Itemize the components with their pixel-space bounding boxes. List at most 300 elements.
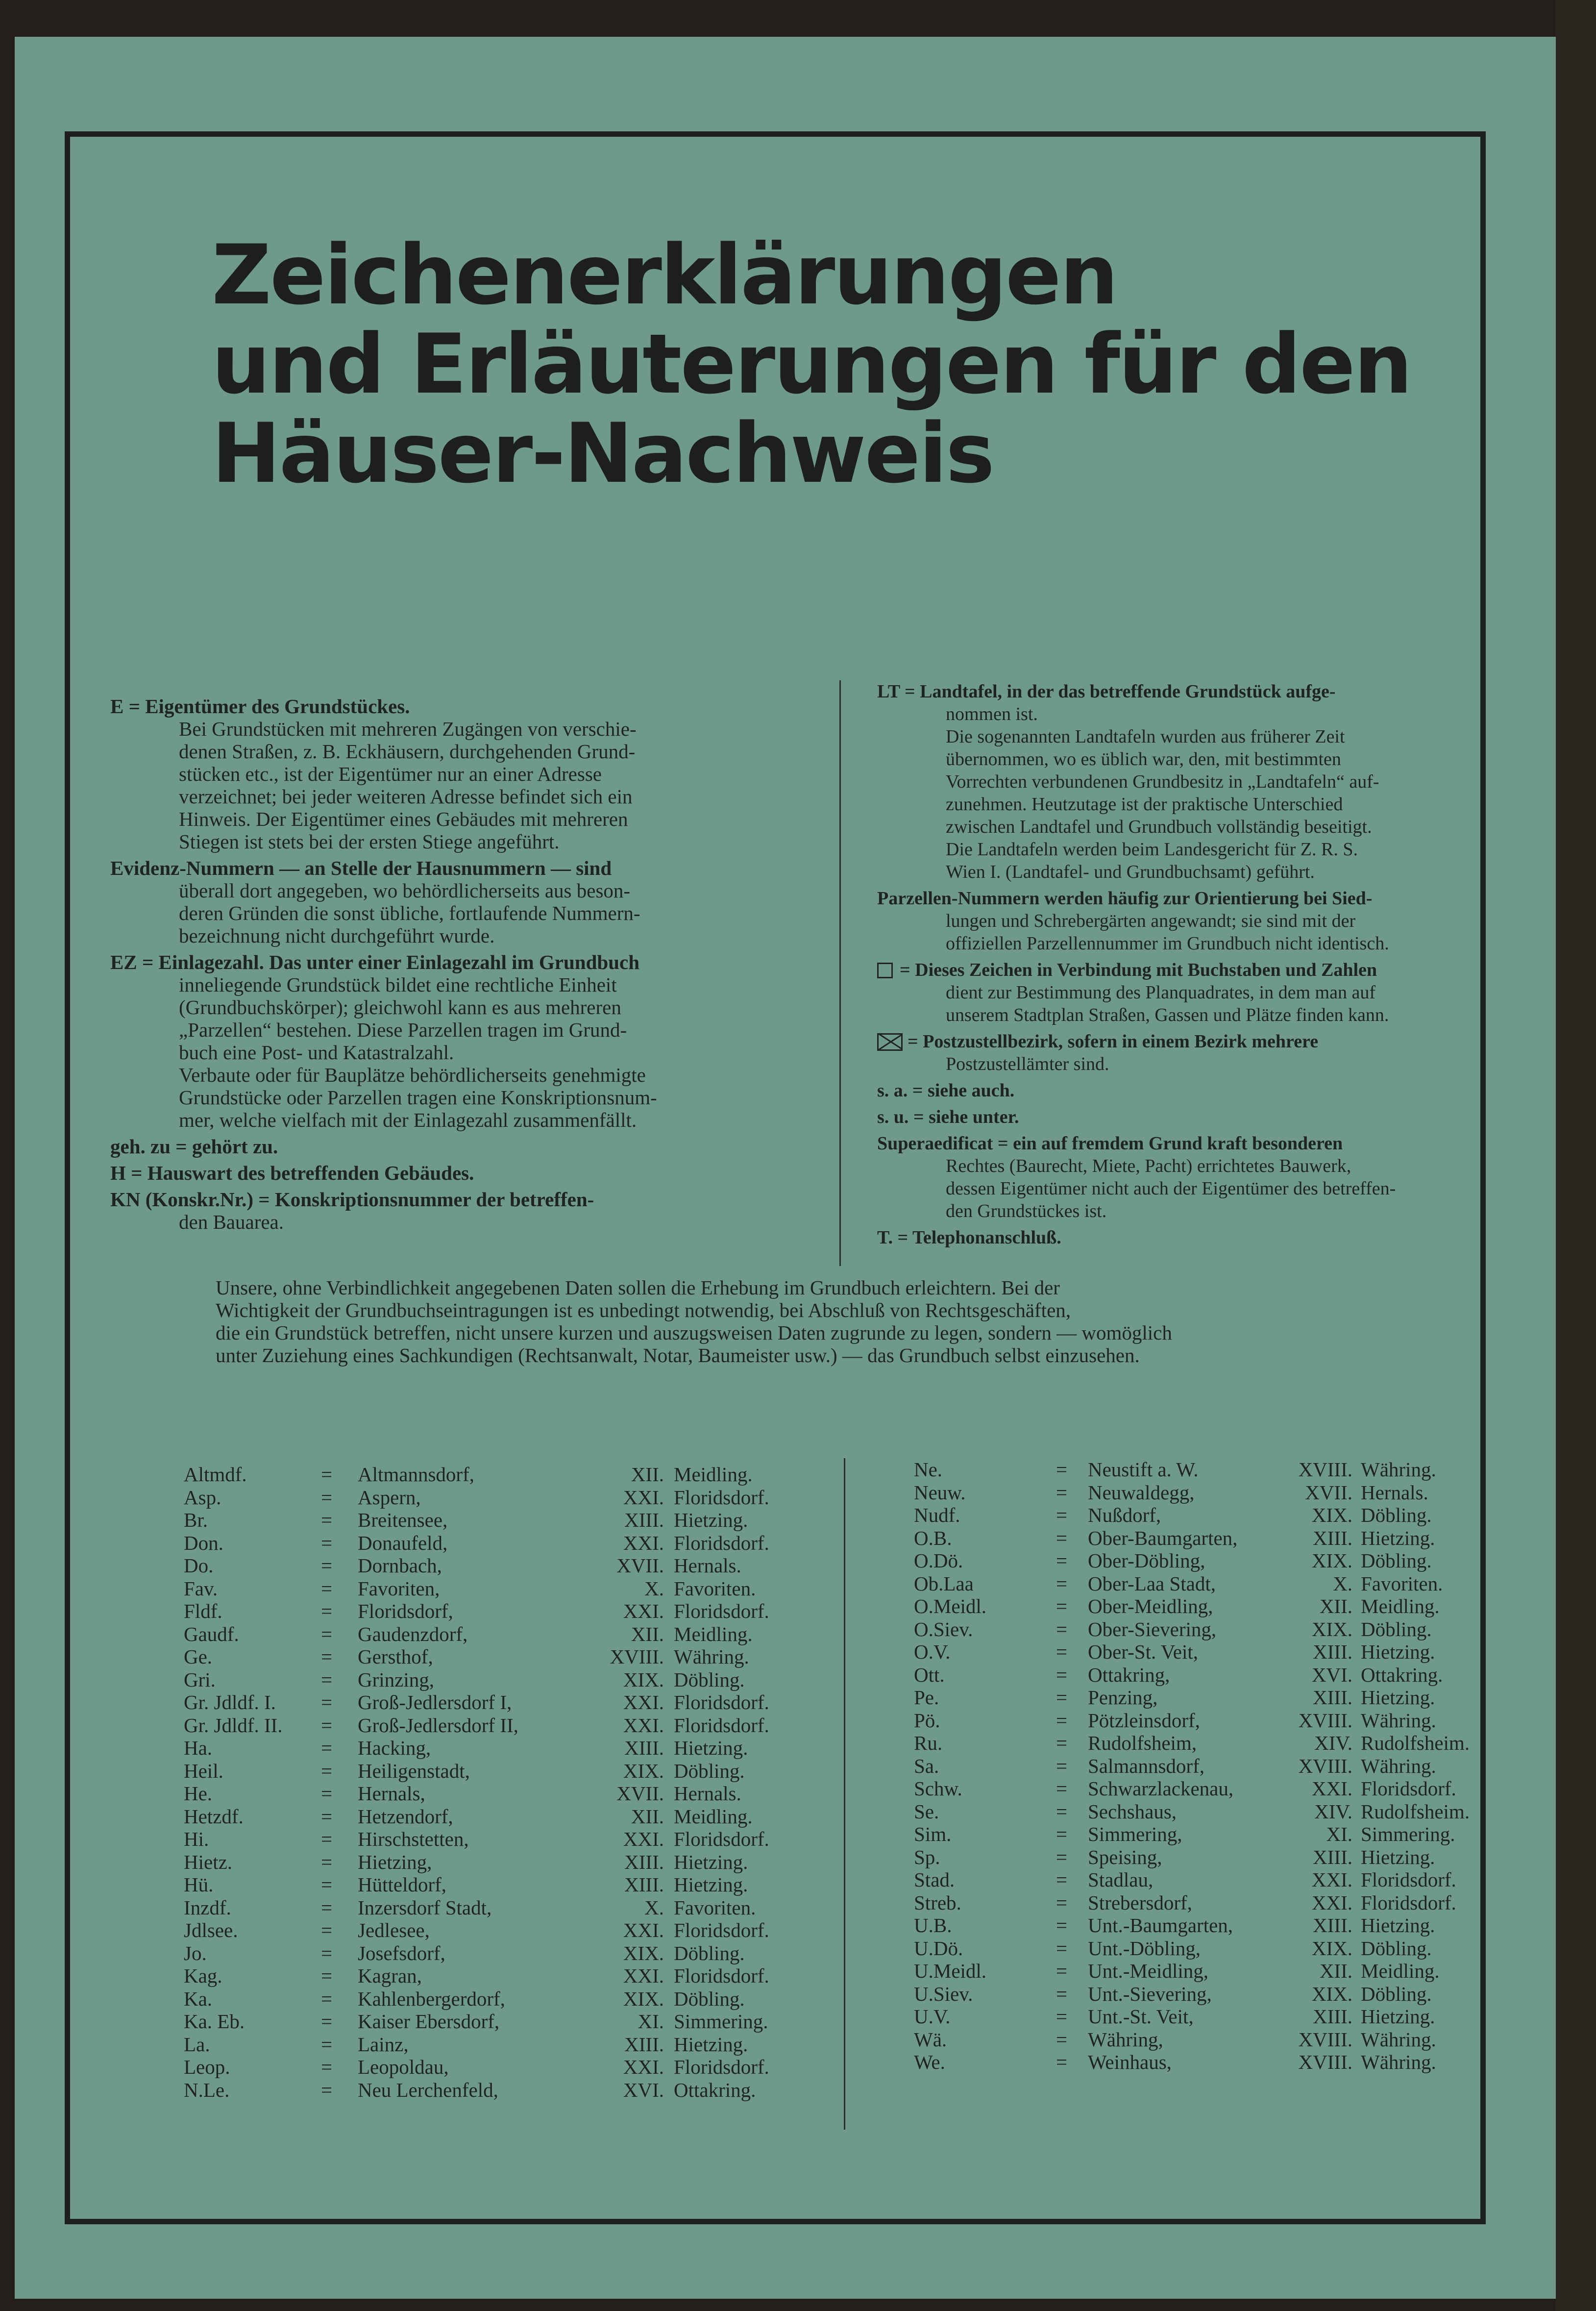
equals-sign: = — [1056, 1777, 1068, 1800]
district-name: Döbling. — [1361, 1504, 1432, 1526]
abbreviation-row — [184, 1463, 796, 1486]
abbreviation: U.Dö. — [914, 1937, 963, 1960]
legend-entry-line — [110, 879, 804, 902]
legend-entry-text: stücken etc., ist der Eigentümer nur an einer Adresse — [179, 763, 602, 785]
abbreviation: Altmdf. — [184, 1463, 247, 1486]
legend-entry-text: deren Gründen die sonst übliche, fortlaufende Nummern- — [179, 902, 640, 924]
equals-sign: = — [1056, 1709, 1068, 1732]
legend-entry — [877, 1030, 1539, 1075]
legend-entry-line — [877, 680, 1539, 703]
locality-name: Inzersdorf Stadt, — [358, 1896, 492, 1919]
equals-sign: = — [321, 1714, 333, 1737]
legend-entry-text: Postzustellämter sind. — [946, 1054, 1109, 1075]
district-number: XXI. — [1311, 1868, 1352, 1891]
locality-name: Speising, — [1088, 1845, 1162, 1868]
abbreviation: Br. — [184, 1509, 208, 1531]
equals-sign: = — [321, 1509, 333, 1531]
district-name: Simmering. — [1361, 1823, 1455, 1845]
legend-entry-line — [877, 1200, 1539, 1222]
legend-entry-text: Grundstücke oder Parzellen tragen eine Konskriptionsnum- — [179, 1086, 657, 1109]
locality-name: Pötzleinsdorf, — [1088, 1709, 1200, 1732]
locality-name: Kaiser Ebersdorf, — [358, 2010, 500, 2033]
district-number: XVII. — [1305, 1481, 1352, 1504]
abbreviation-row — [184, 1577, 796, 1600]
locality-name: Unt.-St. Veit, — [1088, 2005, 1194, 2028]
abbreviation-row — [914, 1891, 1502, 1914]
legend-entry-line — [110, 808, 804, 830]
abbreviation-row — [914, 1755, 1502, 1778]
district-name: Ottakring. — [1361, 1663, 1443, 1686]
abbreviation-row — [184, 1919, 796, 1942]
abbreviation-row — [914, 2028, 1502, 2051]
legend-entry-text: zwischen Landtafel und Grundbuch vollständig beseitigt. — [946, 817, 1372, 837]
abbreviation: La. — [184, 2033, 210, 2056]
disclaimer-line: die ein Grundstück betreffen, nicht unsere kurzen und auszugsweisen Daten zugrunde zu legen, sondern — womöglich — [216, 1321, 1172, 1344]
legend-entry-text: LT = Landtafel, in der das betreffende Grundstück aufge- — [877, 681, 1336, 702]
legend-entry-line — [110, 1019, 804, 1041]
district-number: XXI. — [623, 1600, 664, 1622]
district-name: Hernals. — [674, 1554, 741, 1577]
district-name: Favoriten. — [1361, 1572, 1443, 1595]
district-number: XII. — [1319, 1595, 1352, 1617]
district-name: Simmering. — [674, 2010, 768, 2033]
equals-sign: = — [1056, 1732, 1068, 1754]
legend-entry — [110, 951, 804, 1131]
legend-entry-text: „Parzellen“ bestehen. Diese Parzellen tragen im Grund- — [179, 1019, 627, 1041]
district-name: Meidling. — [674, 1805, 753, 1828]
abbreviation-row — [184, 1873, 796, 1896]
district-number: XXI. — [623, 1531, 664, 1554]
district-name: Floridsdorf. — [1361, 1777, 1456, 1800]
equals-sign: = — [1056, 1663, 1068, 1686]
district-number: XXI. — [623, 1964, 664, 1987]
district-name: Ottakring. — [674, 2078, 756, 2101]
district-name: Döbling. — [1361, 1982, 1432, 2005]
abbreviation: Se. — [914, 1800, 939, 1823]
district-abbreviations-right — [914, 1458, 1502, 2074]
abbreviation-row — [914, 1664, 1502, 1687]
legend-entry-text: den Grundstückes ist. — [946, 1201, 1107, 1222]
abbreviation-row — [914, 1914, 1502, 1937]
legend-entry-line — [877, 910, 1539, 932]
locality-name: Unt.-Meidling, — [1088, 1960, 1208, 1982]
abbreviation-row — [184, 1988, 796, 2011]
abbreviation-row — [184, 1645, 796, 1668]
district-number: XIII. — [1313, 1526, 1352, 1549]
district-name: Floridsdorf. — [674, 1486, 769, 1509]
district-name: Hietzing. — [1361, 1686, 1435, 1709]
legend-entry-line — [877, 1155, 1539, 1177]
abbreviation: He. — [184, 1782, 213, 1805]
equals-sign: = — [321, 2033, 333, 2056]
legend-entry-line — [877, 816, 1539, 838]
equals-sign: = — [321, 1463, 333, 1486]
legend-entry-text: nommen ist. — [946, 704, 1038, 724]
legend-entry-line — [877, 703, 1539, 725]
abbreviation: Ka. — [184, 1987, 213, 2010]
legend-entry — [877, 1226, 1539, 1249]
book-spine — [1556, 0, 1596, 2311]
locality-name: Hirschstetten, — [358, 1828, 469, 1850]
abbreviation-row — [914, 1846, 1502, 1869]
district-number: XVIII. — [1298, 2051, 1352, 2073]
equals-sign: = — [1056, 1914, 1068, 1937]
equals-sign: = — [321, 1737, 333, 1759]
locality-name: Heiligenstadt, — [358, 1759, 470, 1782]
abbreviation: Jdlsee. — [184, 1919, 238, 1941]
abbreviation: Ha. — [184, 1737, 213, 1759]
legend-entry-text: mer, welche vielfach mit der Einlagezahl zusammenfällt. — [179, 1109, 637, 1131]
abbreviation-row — [184, 1691, 796, 1714]
district-name: Floridsdorf. — [674, 1828, 769, 1850]
equals-sign: = — [321, 2010, 333, 2033]
title-line: Häuser-Nachweis — [212, 405, 993, 501]
district-number: XIX. — [623, 1941, 664, 1964]
abbreviation-row — [184, 1554, 796, 1577]
abbreviation: Leop. — [184, 2056, 230, 2078]
locality-name: Dornbach, — [358, 1554, 442, 1577]
locality-name: Aspern, — [358, 1486, 421, 1509]
equals-sign: = — [1056, 1686, 1068, 1709]
legend-entry-line — [110, 1086, 804, 1109]
district-name: Hietzing. — [674, 2033, 748, 2056]
district-name: Währing. — [674, 1645, 749, 1668]
locality-name: Ober-Baumgarten, — [1088, 1526, 1238, 1549]
district-number: XXI. — [623, 1486, 664, 1509]
abbreviation: Jo. — [184, 1941, 207, 1964]
legend-entry-line — [110, 924, 804, 947]
district-number: XIII. — [1313, 1640, 1352, 1663]
abbreviation-row — [184, 1805, 796, 1828]
district-number: XVIII. — [1298, 2028, 1352, 2051]
equals-sign: = — [1056, 1458, 1068, 1481]
locality-name: Simmering, — [1088, 1823, 1182, 1845]
district-name: Rudolfsheim. — [1361, 1732, 1470, 1754]
locality-name: Nußdorf, — [1088, 1504, 1161, 1526]
district-number: XVII. — [616, 1782, 664, 1805]
abbreviation-row — [184, 1509, 796, 1532]
abbreviation: Kag. — [184, 1964, 222, 1987]
abbreviation-row — [184, 1896, 796, 1919]
abbreviation-row — [184, 2079, 796, 2102]
legend-entry-text: KN (Konskr.Nr.) = Konskriptionsnummer der betreffen- — [110, 1188, 594, 1211]
abbreviation: Neuw. — [914, 1481, 966, 1504]
abbreviation-row — [914, 1983, 1502, 2006]
equals-sign: = — [1056, 1823, 1068, 1845]
locality-name: Kagran, — [358, 1964, 422, 1987]
district-name: Döbling. — [674, 1668, 745, 1691]
abbreviation: Gaudf. — [184, 1622, 239, 1645]
legend-entry — [110, 857, 804, 947]
district-name: Floridsdorf. — [1361, 1868, 1456, 1891]
locality-name: Hetzendorf, — [358, 1805, 453, 1828]
legend-entry-line — [877, 748, 1539, 770]
district-number: XVIII. — [1298, 1709, 1352, 1732]
legend-entry-text: zunehmen. Heutzutage ist der praktische Unterschied — [946, 794, 1343, 815]
locality-name: Rudolfsheim, — [1088, 1732, 1197, 1754]
locality-name: Weinhaus, — [1088, 2051, 1172, 2073]
district-number: XIII. — [1313, 1845, 1352, 1868]
district-number: XIX. — [1311, 1937, 1352, 1960]
legend-entry-line — [877, 887, 1539, 910]
legend-entry-text: den Bauarea. — [179, 1211, 284, 1233]
equals-sign: = — [321, 1622, 333, 1645]
abbreviation: Sim. — [914, 1823, 952, 1845]
abbreviation: Ott. — [914, 1663, 945, 1686]
district-name: Hernals. — [674, 1782, 741, 1805]
legend-entry-text: Parzellen-Nummern werden häufig zur Orientierung bei Sied- — [877, 888, 1373, 909]
post-district-icon — [877, 1033, 903, 1051]
equals-sign: = — [1056, 1549, 1068, 1572]
legend-entry-line — [110, 1162, 804, 1184]
district-number: XIII. — [624, 1850, 664, 1873]
abbreviation-row — [914, 1595, 1502, 1618]
district-name: Floridsdorf. — [674, 1964, 769, 1987]
district-number: XII. — [631, 1622, 664, 1645]
legend-entry-line — [877, 1226, 1539, 1249]
abbreviation: Pe. — [914, 1686, 939, 1709]
abbreviation-row — [914, 1777, 1502, 1800]
abbreviation: Sp. — [914, 1845, 940, 1868]
equals-sign: = — [1056, 1595, 1068, 1617]
title-line: Zeichenerklärungen — [212, 227, 1117, 323]
legend-entry — [110, 695, 804, 853]
district-number: XXI. — [623, 1919, 664, 1941]
abbreviation-row — [914, 2005, 1502, 2028]
district-number: XII. — [631, 1463, 664, 1486]
abbreviation: N.Le. — [184, 2078, 230, 2101]
legend-entry-line — [110, 951, 804, 973]
equals-sign: = — [321, 1645, 333, 1668]
locality-name: Gaudenzdorf, — [358, 1622, 468, 1645]
abbreviation: O.Meidl. — [914, 1595, 987, 1617]
district-name: Währing. — [1361, 2028, 1436, 2051]
legend-entry-line — [110, 1041, 804, 1064]
district-number: XIII. — [624, 1873, 664, 1896]
district-number: X. — [644, 1577, 664, 1600]
legend-entry-text: s. u. = siehe unter. — [877, 1107, 1019, 1128]
equals-sign: = — [1056, 1754, 1068, 1777]
equals-sign: = — [1056, 1891, 1068, 1914]
equals-sign: = — [1056, 2005, 1068, 2028]
abbreviation: Ru. — [914, 1732, 943, 1754]
legend-entry-line — [877, 861, 1539, 883]
district-number: XIII. — [624, 1509, 664, 1531]
equals-sign: = — [1056, 1481, 1068, 1504]
abbreviation-row — [184, 1600, 796, 1623]
legend-entry-line — [110, 973, 804, 996]
district-name: Döbling. — [674, 1987, 745, 2010]
district-name: Döbling. — [674, 1759, 745, 1782]
abbreviation: Schw. — [914, 1777, 962, 1800]
abbreviation: Pö. — [914, 1709, 940, 1732]
locality-name: Gersthof, — [358, 1645, 433, 1668]
legend-entry — [877, 887, 1539, 955]
abbreviation: Nudf. — [914, 1504, 960, 1526]
abbreviation-row — [914, 1937, 1502, 1960]
legend-entry — [877, 1079, 1539, 1102]
locality-name: Hietzing, — [358, 1850, 432, 1873]
legend-entry — [110, 1135, 804, 1158]
legend-entry — [877, 959, 1539, 1026]
legend-entry-text: s. a. = siehe auch. — [877, 1080, 1015, 1101]
district-name: Favoriten. — [674, 1896, 756, 1919]
abbreviation-row — [184, 2056, 796, 2079]
locality-name: Unt.-Sievering, — [1088, 1982, 1212, 2005]
district-number: XXI. — [623, 1714, 664, 1737]
legend-entry-line — [877, 981, 1539, 1004]
title-line: und Erläuterungen für den — [212, 316, 1411, 412]
abbreviation-row — [914, 1458, 1502, 1481]
locality-name: Favoriten, — [358, 1577, 440, 1600]
equals-sign: = — [1056, 1640, 1068, 1663]
legend-entry-line — [110, 695, 804, 718]
abbreviation-row — [914, 1960, 1502, 1983]
district-name: Floridsdorf. — [674, 1919, 769, 1941]
equals-sign: = — [321, 1964, 333, 1987]
abbreviation: Gr. Jdldf. I. — [184, 1691, 276, 1714]
legend-entry-text: Stiegen ist stets bei der ersten Stiege angeführt. — [179, 830, 560, 853]
legend-entry-line — [877, 959, 1539, 981]
legend-entry-line — [877, 1106, 1539, 1128]
district-number: XIX. — [623, 1759, 664, 1782]
equals-sign: = — [1056, 1617, 1068, 1640]
column-divider — [844, 1458, 845, 2130]
legend-entry-line — [110, 1188, 804, 1211]
locality-name: Groß-Jedlersdorf I, — [358, 1691, 512, 1714]
abbreviation-row — [914, 2051, 1502, 2074]
district-number: XVIII. — [1298, 1458, 1352, 1481]
district-number: XIII. — [1313, 1686, 1352, 1709]
grid-square-icon — [877, 963, 893, 978]
locality-name: Ober-Laa Stadt, — [1088, 1572, 1216, 1595]
abbreviation: O.Dö. — [914, 1549, 963, 1572]
abbreviation: We. — [914, 2051, 945, 2073]
district-number: XIX. — [1311, 1504, 1352, 1526]
district-name: Hietzing. — [674, 1873, 748, 1896]
legend-entry-text: inneliegende Grundstück bildet eine rechtliche Einheit — [179, 973, 617, 996]
page-title — [212, 227, 1486, 501]
legend-entry-text: dessen Eigentümer nicht auch der Eigentümer des betreffen- — [946, 1178, 1396, 1199]
locality-name: Floridsdorf, — [358, 1600, 453, 1622]
legend-entry-text: E = Eigentümer des Grundstückes. — [110, 695, 410, 718]
locality-name: Unt.-Baumgarten, — [1088, 1914, 1233, 1937]
abbreviation: Hi. — [184, 1828, 209, 1850]
district-number: XII. — [1319, 1960, 1352, 1982]
district-number: XXI. — [623, 1691, 664, 1714]
legend-entry-line — [110, 902, 804, 924]
locality-name: Lainz, — [358, 2033, 409, 2056]
legend-entry-text: Die Landtafeln werden beim Landesgericht für Z. R. S. — [946, 839, 1358, 860]
district-name: Hietzing. — [1361, 1640, 1435, 1663]
legend-entry-line — [110, 718, 804, 740]
legend-entry-text: überall dort angegeben, wo behördlicherseits aus beson- — [179, 879, 631, 902]
legend-entry — [877, 680, 1539, 883]
equals-sign: = — [1056, 1800, 1068, 1823]
legend-entry-text: bezeichnung nicht durchgeführt wurde. — [179, 924, 495, 947]
legend-entry-text: Vorrechten verbundenen Grundbesitz in „Landtafeln“ auf- — [946, 771, 1379, 792]
district-name: Hietzing. — [1361, 1914, 1435, 1937]
legend-entry-text: Hinweis. Der Eigentümer eines Gebäudes mit mehreren — [179, 808, 628, 830]
district-name: Döbling. — [1361, 1549, 1432, 1572]
equals-sign: = — [1056, 1572, 1068, 1595]
legend-entry-text: lungen und Schrebergärten angewandt; sie sind mit der — [946, 911, 1356, 931]
abbreviation: Fldf. — [184, 1600, 222, 1622]
district-name: Floridsdorf. — [674, 2056, 769, 2078]
district-number: XVI. — [1311, 1663, 1352, 1686]
abbreviation: Fav. — [184, 1577, 218, 1600]
locality-name: Sechshaus, — [1088, 1800, 1177, 1823]
district-number: XIX. — [623, 1668, 664, 1691]
district-number: XIII. — [1313, 2005, 1352, 2028]
district-number: XXI. — [623, 2056, 664, 2078]
locality-name: Groß-Jedlersdorf II, — [358, 1714, 518, 1737]
legend-entry-text: buch eine Post- und Katastralzahl. — [179, 1041, 454, 1064]
abbreviation: O.V. — [914, 1640, 951, 1663]
abbreviation-row — [184, 1668, 796, 1691]
abbreviation: Wä. — [914, 2028, 947, 2051]
abbreviation: Heil. — [184, 1759, 223, 1782]
abbreviation-row — [184, 1964, 796, 1988]
legend-entry-text: Superaedificat = ein auf fremdem Grund kraft besonderen — [877, 1133, 1343, 1154]
equals-sign: = — [321, 1828, 333, 1850]
abbreviation: U.Siev. — [914, 1982, 973, 2005]
district-name: Döbling. — [1361, 1937, 1432, 1960]
legend-entry-line — [877, 932, 1539, 955]
locality-name: Ober-Sievering, — [1088, 1617, 1217, 1640]
abbreviation-row — [184, 1737, 796, 1760]
locality-name: Hacking, — [358, 1737, 431, 1759]
abbreviation: Asp. — [184, 1486, 221, 1509]
district-number: XIII. — [624, 2033, 664, 2056]
district-number: XIV. — [1314, 1732, 1352, 1754]
district-name: Floridsdorf. — [674, 1714, 769, 1737]
legend-entry-line — [110, 1064, 804, 1086]
locality-name: Salmannsdorf, — [1088, 1754, 1204, 1777]
district-name: Währing. — [1361, 1754, 1436, 1777]
legend-entry-line — [110, 785, 804, 808]
locality-name: Breitensee, — [358, 1509, 448, 1531]
abbreviation-row — [914, 1732, 1502, 1755]
legend-entry — [877, 1106, 1539, 1128]
legend-entry-line — [877, 793, 1539, 816]
legend-entry-line — [877, 838, 1539, 861]
abbreviation: Ka. Eb. — [184, 2010, 245, 2033]
locality-name: Altmannsdorf, — [358, 1463, 474, 1486]
legend-entry-line — [877, 725, 1539, 748]
legend-entry-text: denen Straßen, z. B. Eckhäusern, durchgehenden Grund- — [179, 740, 636, 763]
disclaimer-paragraph — [216, 1276, 1470, 1367]
equals-sign: = — [1056, 1526, 1068, 1549]
abbreviation: U.V. — [914, 2005, 951, 2028]
district-number: XXI. — [623, 1828, 664, 1850]
equals-sign: = — [1056, 1504, 1068, 1526]
district-name: Rudolfsheim. — [1361, 1800, 1470, 1823]
disclaimer-line: unter Zuziehung eines Sachkundigen (Rechtsanwalt, Notar, Baumeister usw.) — das Grundbuch selbst einzusehen. — [216, 1344, 1140, 1367]
district-number: XIII. — [624, 1737, 664, 1759]
abbreviation-row — [184, 1782, 796, 1805]
abbreviation-row — [184, 2010, 796, 2033]
legend-entry-text: (Grundbuchskörper); gleichwohl kann es aus mehreren — [179, 996, 621, 1019]
disclaimer-line: Unsere, ohne Verbindlichkeit angegebenen Daten sollen die Erhebung im Grundbuch erleichtern. Bei der — [216, 1276, 1060, 1299]
district-number: XIX. — [1311, 1982, 1352, 2005]
district-name: Meidling. — [674, 1622, 753, 1645]
equals-sign: = — [321, 2056, 333, 2078]
locality-name: Strebersdorf, — [1088, 1891, 1192, 1914]
legend-entry-text: H = Hauswart des betreffenden Gebäudes. — [110, 1162, 474, 1184]
abbreviation-row — [914, 1527, 1502, 1550]
abbreviation-row — [184, 1532, 796, 1555]
